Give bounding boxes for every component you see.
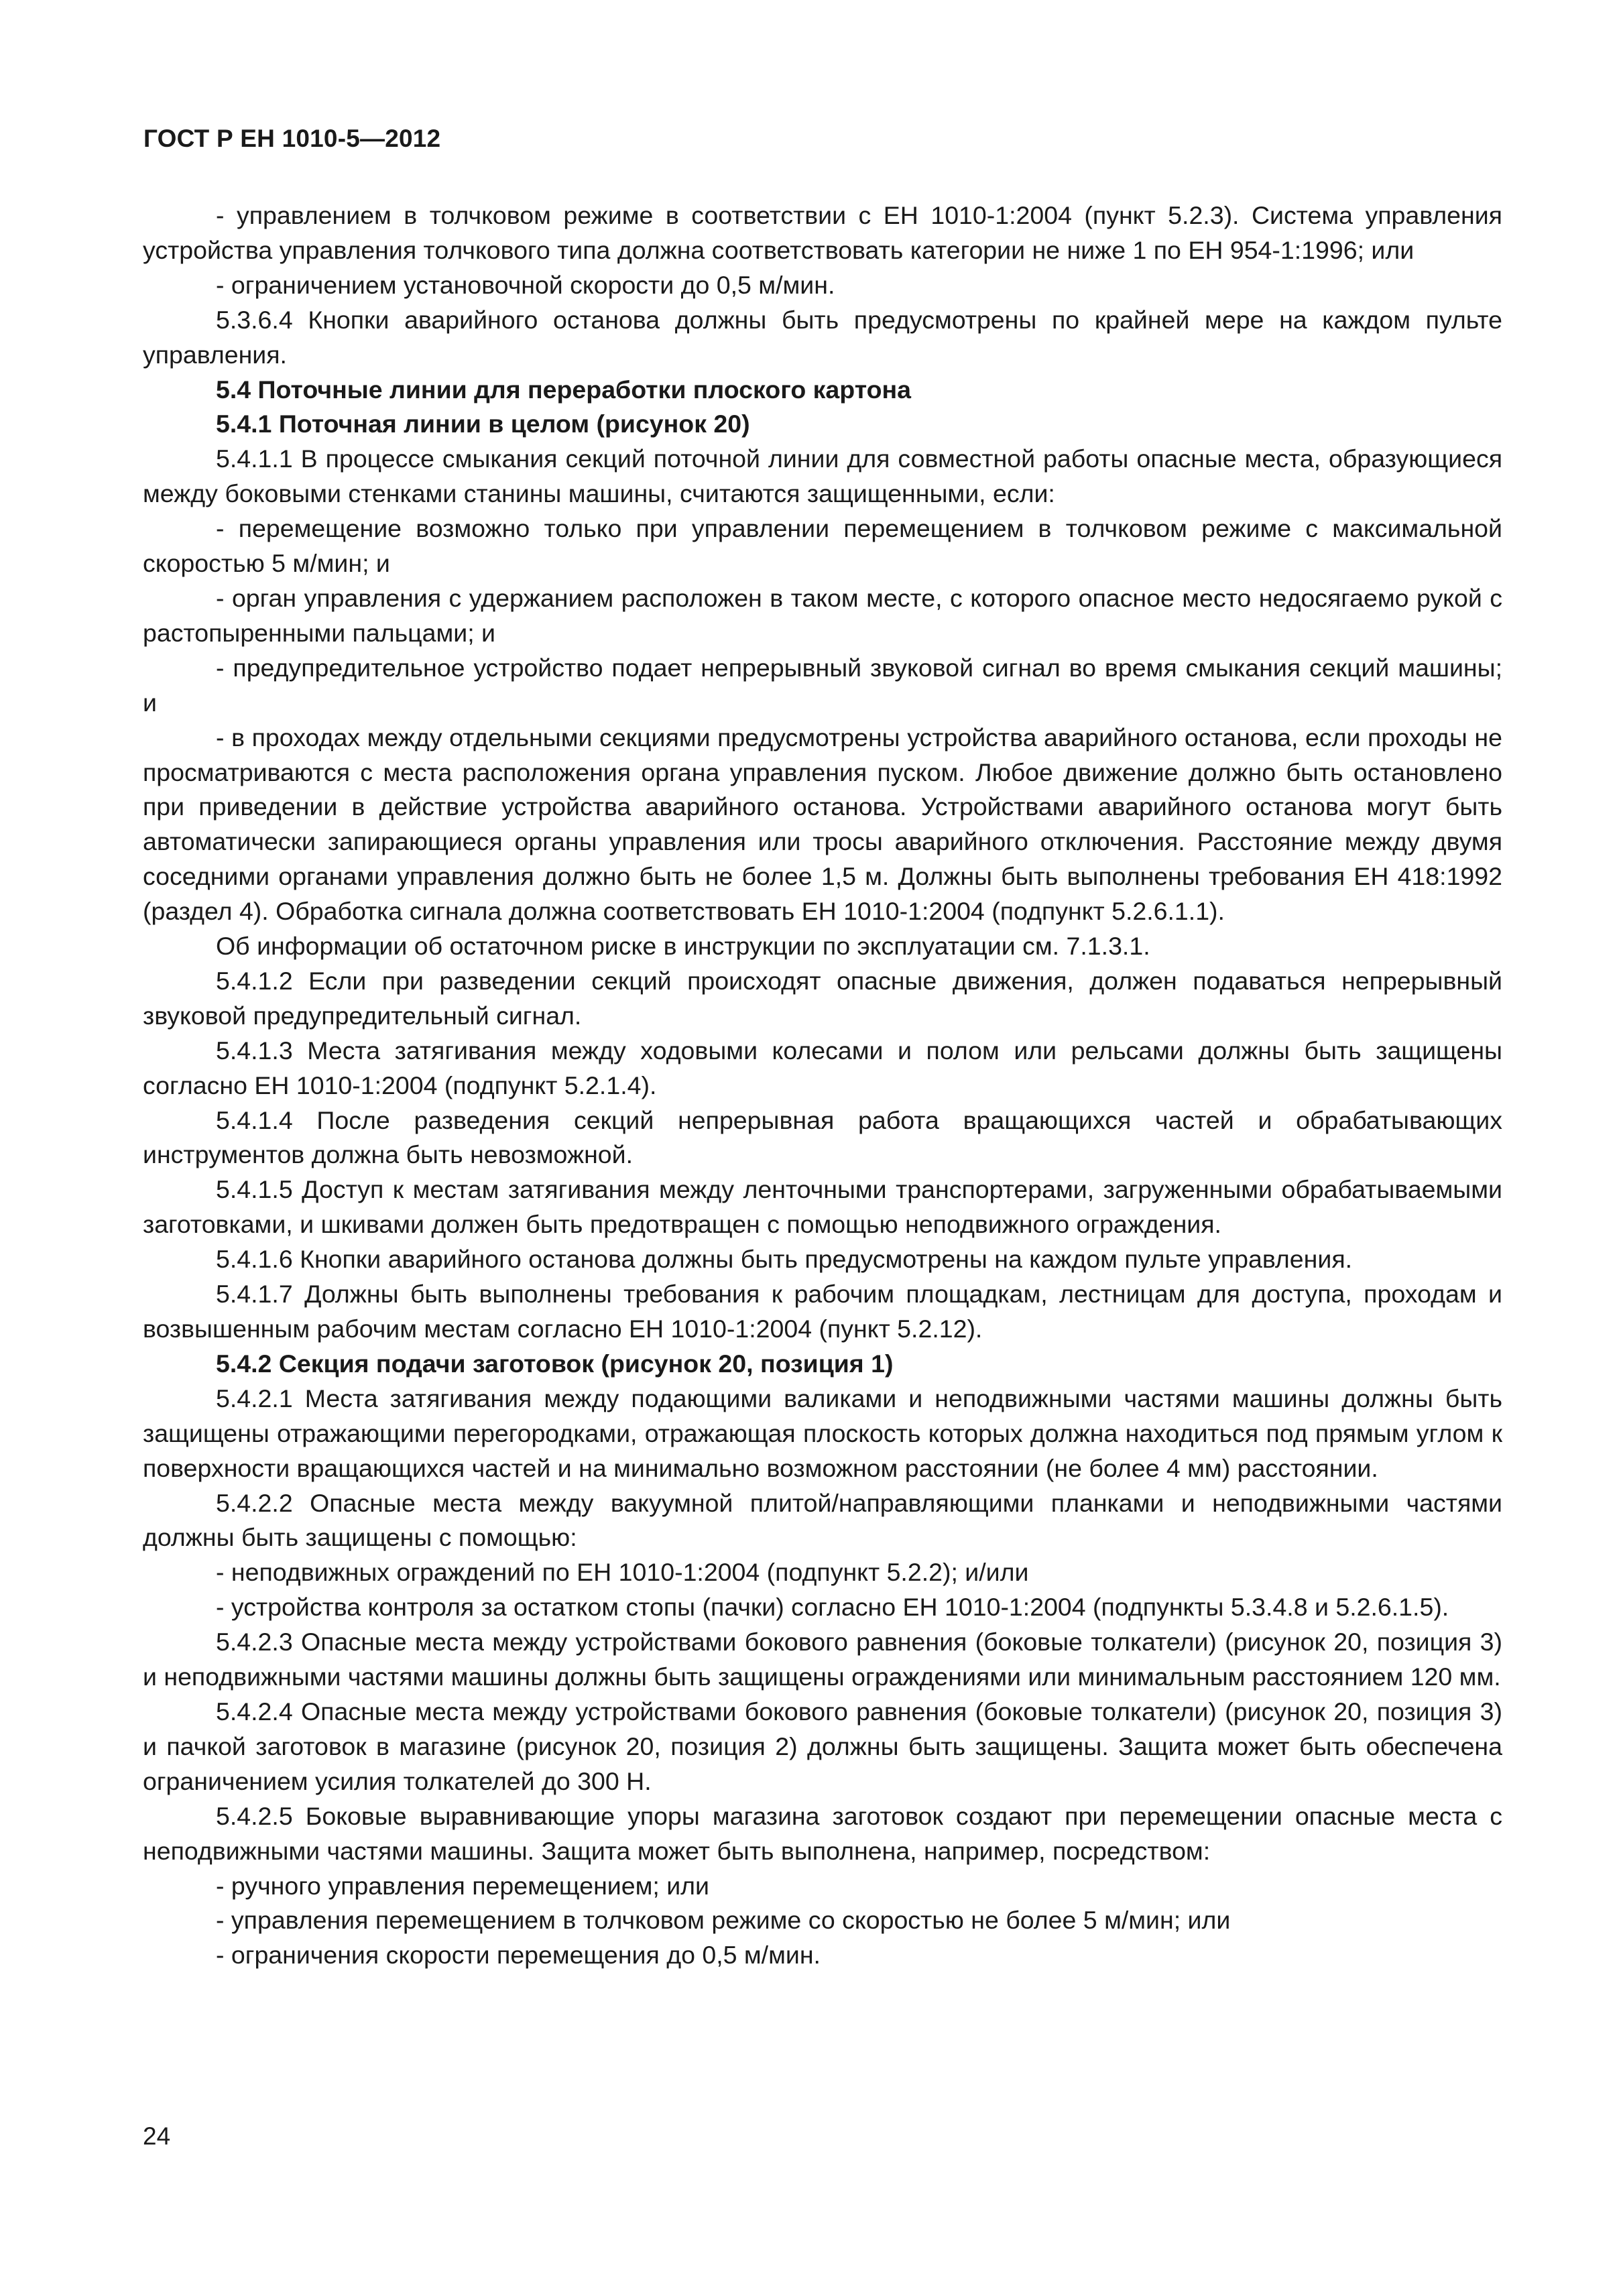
list-item: - неподвижных ограждений по ЕН 1010-1:2004 (подпункт 5.2.2); и/или (216, 1558, 1029, 1587)
list-item: - управления перемещением в толчковом режиме со скоростью не более 5 м/мин; или (216, 1906, 1231, 1935)
document-code-header: ГОСТ Р ЕН 1010-5—2012 (143, 125, 441, 152)
clause-paragraph: 5.4.2.4 Опасные места между устройствами бокового равнения (боковые толкатели) (рисунок 20, позиция 3) и пачкой заготовок в магазине (рисунок 20, позиция 2) должны быть защищены. Защита может быть обеспечена ограничением усилия толкателей до 300 Н. (143, 1697, 1502, 1795)
subsection-heading: 5.4.1 Поточная линии в целом (рисунок 20) (216, 410, 750, 438)
clause-paragraph: 5.4.2.2 Опасные места между вакуумной плитой/направляющими планками и неподвижными частями должны быть защищены с помощью: (143, 1488, 1502, 1552)
clause-paragraph: 5.4.1.7 Должны быть выполнены требования к рабочим площадкам, лестницам для доступа, проходам и возвышенным рабочим местам согласно ЕН 1010-1:2004 (пункт 5.2.12). (143, 1280, 1502, 1343)
list-item: - управлением в толчковом режиме в соответствии с ЕН 1010-1:2004 (пункт 5.2.3). Система управления устройства управления толчкового типа должна соответствовать категории не ниже 1 по ЕН 954-1:1996; или (143, 201, 1502, 264)
subsection-heading: 5.4.2 Секция подачи заготовок (рисунок 20, позиция 1) (216, 1349, 894, 1378)
clause-paragraph: 5.4.1.2 Если при разведении секций происходят опасные движения, должен подаваться непрерывный звуковой предупредительный сигнал. (143, 966, 1502, 1030)
clause-paragraph: 5.4.1.1 В процессе смыкания секций поточной линии для совместной работы опасные места, образующиеся между боковыми стенками станины машины, считаются защищенными, если: (143, 444, 1502, 508)
clause-paragraph: 5.4.2.1 Места затягивания между подающими валиками и неподвижными частями машины должны быть защищены отражающими перегородками, отражающая плоскость которых должна находиться под прямым углом к поверхности вращающихся частей и на минимально возможном расстоянии (не более 4 мм) расстоянии. (143, 1384, 1502, 1482)
list-item: - орган управления с удержанием расположен в таком месте, с которого опасное место недосягаемо рукой с растопыренными пальцами; и (143, 583, 1502, 647)
clause-paragraph: 5.4.1.3 Места затягивания между ходовыми колесами и полом или рельсами должны быть защищены согласно ЕН 1010-1:2004 (подпункт 5.2.1.4). (143, 1036, 1502, 1099)
list-item: - предупредительное устройство подает непрерывный звуковой сигнал во время смыкания секций машины; и (143, 653, 1502, 717)
list-item: - в проходах между отдельными секциями предусмотрены устройства аварийного останова, если проходы не просматриваются с места расположения органа управления пуском. Любое движение должно быть остановлено при приведении в действие устройства аварийного останова. Устройствами аварийного останова могут быть автоматически запирающиеся органы управления или тросы аварийного отключения. Расстояние между двумя соседними органами управления должно быть не более 1,5 м. Должны быть выполнены требования ЕН 418:1992 (раздел 4). Обработка сигнала должна соответствовать ЕН 1010-1:2004 (подпункт 5.2.6.1.1). (143, 723, 1502, 926)
list-item: - ограничением установочной скорости до 0,5 м/мин. (216, 270, 835, 299)
document-body (143, 198, 1502, 1973)
list-item: - устройства контроля за остатком стопы (пачки) согласно ЕН 1010-1:2004 (подпункты 5.3.4.8 и 5.2.6.1.5). (216, 1593, 1449, 1622)
list-item: - ограничения скорости перемещения до 0,5 м/мин. (216, 1941, 821, 1970)
clause-paragraph: 5.4.1.4 После разведения секций непрерывная работа вращающихся частей и обрабатывающих инструментов должна быть невозможной. (143, 1105, 1502, 1169)
list-item: - перемещение возможно только при управлении перемещением в толчковом режиме с максимальной скоростью 5 м/мин; и (143, 514, 1502, 578)
clause-paragraph: 5.4.2.5 Боковые выравнивающие упоры магазина заготовок создают при перемещении опасные места с неподвижными частями машины. Защита может быть выполнена, например, посредством: (143, 1801, 1502, 1865)
clause-paragraph: 5.4.1.5 Доступ к местам затягивания между ленточными транспортерами, загруженными обрабатываемыми заготовками, и шкивами должен быть предотвращен с помощью неподвижного ограждения. (143, 1175, 1502, 1239)
page-number: 24 (143, 2122, 171, 2150)
clause-paragraph: 5.4.1.6 Кнопки аварийного останова должны быть предусмотрены на каждом пульте управления. (216, 1245, 1353, 1274)
list-item: - ручного управления перемещением; или (216, 1871, 709, 1900)
note-paragraph: Об информации об остаточном риске в инструкции по эксплуатации см. 7.1.3.1. (216, 932, 1150, 961)
clause-paragraph: 5.4.2.3 Опасные места между устройствами бокового равнения (боковые толкатели) (рисунок 20, позиция 3) и неподвижными частями машины должны быть защищены ограждениями или минимальным расстоянием 120 мм. (143, 1628, 1502, 1691)
clause-paragraph: 5.3.6.4 Кнопки аварийного останова должны быть предусмотрены по крайней мере на каждом пульте управления. (143, 305, 1502, 369)
section-heading: 5.4 Поточные линии для переработки плоского картона (216, 375, 911, 404)
